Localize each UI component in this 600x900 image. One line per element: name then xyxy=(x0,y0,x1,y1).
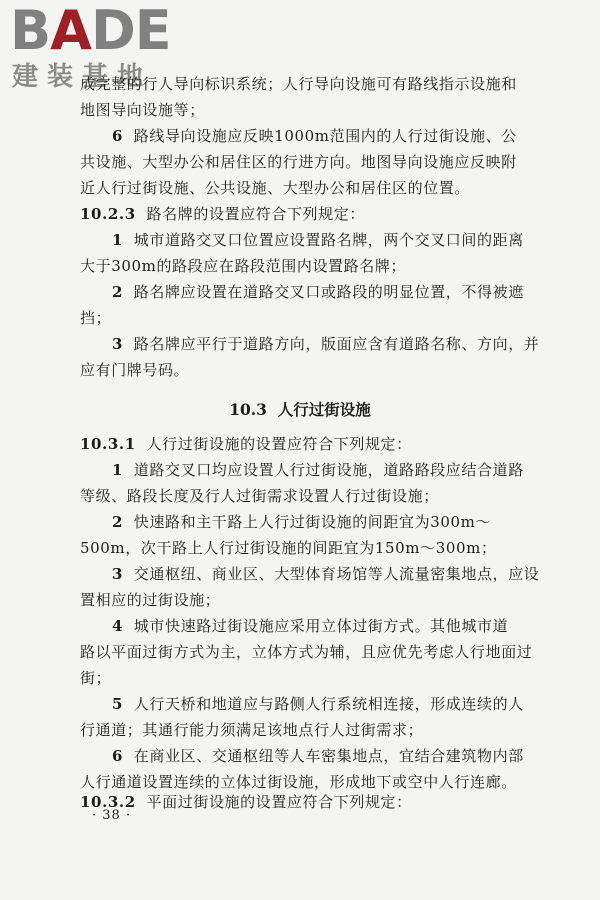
list-item xyxy=(112,694,524,714)
line-text: 人行通道设置连续的立体过街设施，形成地下或空中人行连廊。 xyxy=(80,773,517,791)
text-line xyxy=(80,308,111,328)
logo-letter-a: A xyxy=(50,0,91,62)
page-number: · 38 · xyxy=(92,808,132,823)
line-text: 道路交叉口均应设置人行过街设施，道路路段应结合道路 xyxy=(133,461,524,479)
clause-number: 5 xyxy=(112,695,124,713)
clause-number: 3 xyxy=(112,335,124,353)
list-item xyxy=(112,334,539,354)
clause-number: 10.3.1 xyxy=(80,435,136,453)
text-line xyxy=(80,590,220,610)
line-text: 共设施、大型办公和居住区的行进方向。地图导向设施应反映附 xyxy=(80,153,517,171)
line-text: 地图导向设施等； xyxy=(80,101,205,119)
list-item xyxy=(112,746,524,766)
list-item xyxy=(112,616,508,636)
logo-letter-b: B xyxy=(10,0,51,62)
section-title xyxy=(0,400,600,420)
text-line xyxy=(80,538,497,558)
clause-number: 6 xyxy=(112,747,124,765)
text-line xyxy=(80,642,532,662)
text-line xyxy=(80,178,470,198)
line-text: 10.3 xyxy=(229,400,267,419)
line-text: 街； xyxy=(80,669,112,687)
logo-letters-de: DE xyxy=(90,0,171,62)
line-text: 成完整的行人导向标识系统；人行导向设施可有路线指示设施和 xyxy=(80,75,517,93)
line-text: 等级、路段长度及行人过街需求设置人行过街设施； xyxy=(80,487,439,505)
list-item xyxy=(112,230,524,250)
line-text: 路名牌应设置在道路交叉口或路段的明显位置，不得被遮 xyxy=(133,283,524,301)
list-item xyxy=(112,282,524,302)
line-text: 快速路和主干路上人行过街设施的间距宜为300m～ xyxy=(133,513,492,531)
line-text: 应有门牌号码。 xyxy=(80,361,190,379)
clause-number: 1 xyxy=(112,231,124,249)
clause-number: 1 xyxy=(112,461,124,479)
line-text: 路名牌应平行于道路方向，版面应含有道路名称、方向，并 xyxy=(133,335,540,353)
line-text: 路以平面过街方式为主，立体方式为辅，且应优先考虑人行地面过 xyxy=(80,643,533,661)
line-text: 大于300m的路段应在路段范围内设置路名牌； xyxy=(80,257,407,275)
text-line xyxy=(80,152,517,172)
line-text: 平面过街设施的设置应符合下列规定： xyxy=(146,793,412,811)
line-text: 近人行过街设施、公共设施、大型办公和居住区的位置。 xyxy=(80,179,471,197)
text-line xyxy=(80,668,111,688)
clause-heading xyxy=(80,204,365,224)
line-text: 路名牌的设置应符合下列规定： xyxy=(146,205,365,223)
clause-heading xyxy=(80,434,412,454)
text-line xyxy=(80,486,439,506)
list-item xyxy=(112,126,517,146)
text-line xyxy=(80,256,406,276)
clause-number: 4 xyxy=(112,617,124,635)
line-text: 500m，次干路上人行过街设施的间距宜为150m～300m； xyxy=(80,539,497,557)
line-text: 城市道路交叉口位置应设置路名牌，两个交叉口间的距离 xyxy=(133,231,524,249)
line-text: 挡； xyxy=(80,309,112,327)
line-text: 路线导向设施应反映1000m范围内的人行过街设施、公 xyxy=(133,127,517,145)
text-line xyxy=(80,720,423,740)
clause-number: 6 xyxy=(112,127,124,145)
line-text: 在商业区、交通枢纽等人车密集地点，宜结合建筑物内部 xyxy=(133,747,524,765)
clause-number: 2 xyxy=(112,513,124,531)
clause-number: 10.3.2 xyxy=(80,793,136,811)
clause-number: 10.2.3 xyxy=(80,205,136,223)
logo-subtitle: 建装基地 xyxy=(12,62,153,92)
line-text: 置相应的过街设施； xyxy=(80,591,221,609)
text-line xyxy=(80,74,517,94)
line-text: 人行过街设施的设置应符合下列规定： xyxy=(146,435,412,453)
line-text: 交通枢纽、商业区、大型体育场馆等人流量密集地点，应设 xyxy=(133,565,540,583)
list-item xyxy=(112,512,491,532)
clause-number: 3 xyxy=(112,565,124,583)
line-text: 行通道；其通行能力须满足该地点行人过街需求； xyxy=(80,721,424,739)
line-text: 人行过街设施 xyxy=(277,400,371,419)
line-text: 城市快速路过街设施应采用立体过街方式。其他城市道 xyxy=(133,617,509,635)
clause-number: 2 xyxy=(112,283,124,301)
text-line xyxy=(80,360,189,380)
line-text: 人行天桥和地道应与路侧人行系统相连接，形成连续的人 xyxy=(133,695,524,713)
list-item xyxy=(112,460,524,480)
text-line xyxy=(80,100,205,120)
list-item xyxy=(112,564,539,584)
text-line xyxy=(80,772,517,792)
logo-wordmark xyxy=(10,0,171,62)
